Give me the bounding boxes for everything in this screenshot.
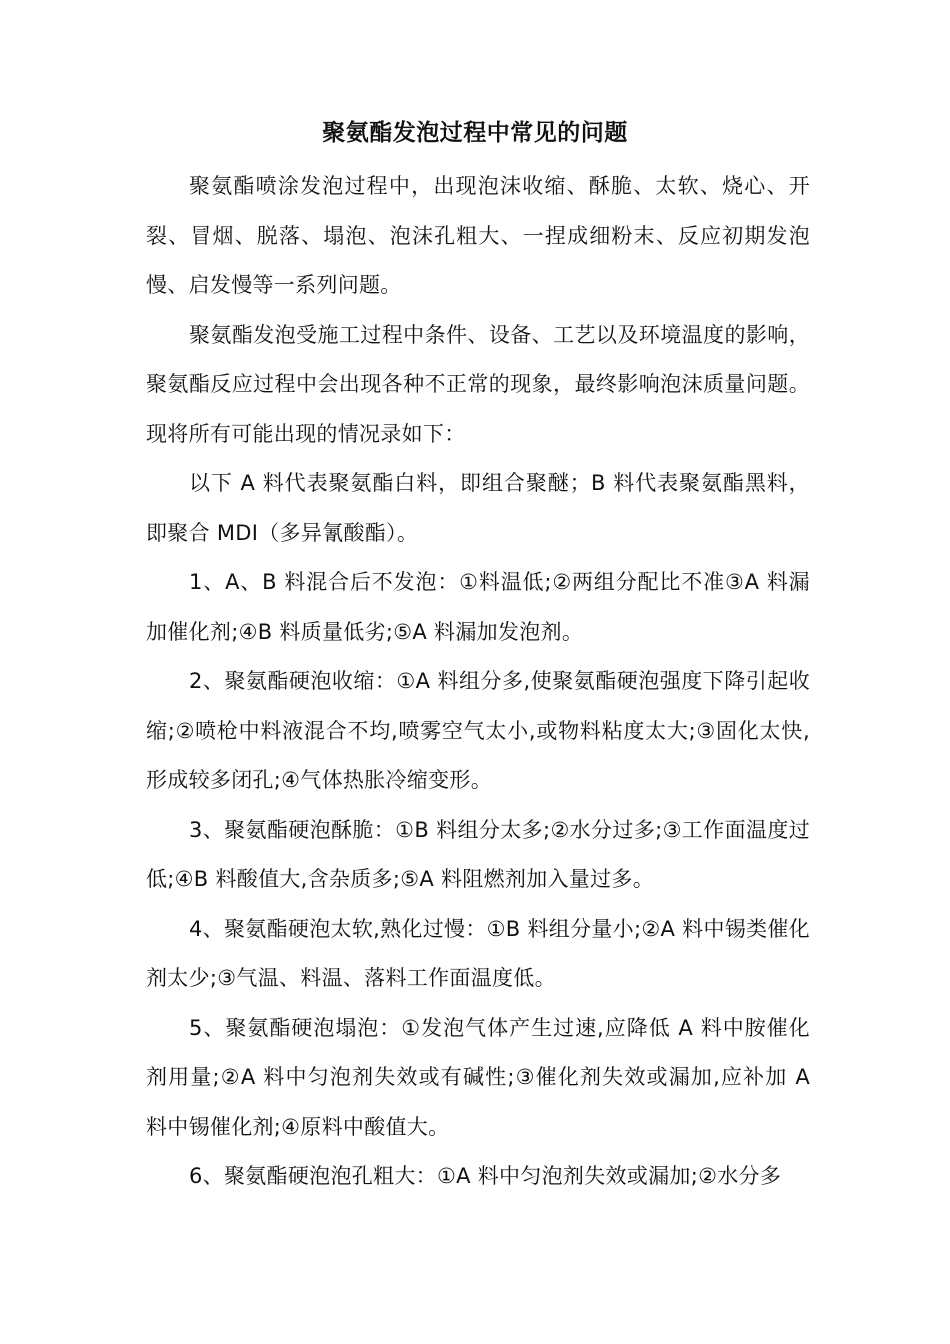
paragraph-item-6: 6、聚氨酯硬泡泡孔粗大：①A 料中匀泡剂失效或漏加;②水分多: [189, 1164, 782, 1188]
paragraph-item-5: 5、聚氨酯硬泡塌泡：①发泡气体产生过速,应降低 A 料中胺催化剂用量;②A 料中匀泡剂失效或有碱性;③催化剂失效或漏加,应补加 A 料中锡催化剂;④原料中酸值大。: [146, 1015, 810, 1139]
document-body: [146, 162, 810, 1202]
paragraph-item-3: 3、聚氨酯硬泡酥脆：①B 料组分太多;②水分过多;③工作面温度过低;④B 料酸值大,含杂质多;⑤A 料阻燃剂加入量过多。: [146, 817, 810, 891]
paragraph-intro: 聚氨酯喷涂发泡过程中，出现泡沫收缩、酥脆、太软、烧心、开裂、冒烟、脱落、塌泡、泡沫孔粗大、一捏成细粉末、反应初期发泡慢、启发慢等一系列问题。: [146, 174, 810, 297]
paragraph-item-4: 4、聚氨酯硬泡太软,熟化过慢：①B 料组分量小;②A 料中锡类催化剂太少;③气温、料温、落料工作面温度低。: [146, 916, 810, 990]
paragraph-item-2: 2、聚氨酯硬泡收缩：①A 料组分多,使聚氨酯硬泡强度下降引起收缩;②喷枪中料液混合不均,喷雾空气太小,或物料粘度太大;③固化太快,形成较多闭孔;④气体热胀冷缩变形。: [146, 669, 810, 792]
paragraph-influence: 聚氨酯发泡受施工过程中条件、设备、工艺以及环境温度的影响，聚氨酯反应过程中会出现各种不正常的现象，最终影响泡沫质量问题。现将所有可能出现的情况录如下：: [146, 322, 810, 446]
paragraph-item-1: 1、A、B 料混合后不发泡：①料温低;②两组分配比不准③A 料漏加催化剂;④B 料质量低劣;⑤A 料漏加发泡剂。: [146, 570, 810, 644]
document-title: 聚氨酯发泡过程中常见的问题: [322, 120, 628, 146]
paragraph-definitions: 以下 A 料代表聚氨酯白料，即组合聚醚；B 料代表聚氨酯黑料，即聚合 MDI（多异氰酸酯）。: [146, 471, 810, 545]
